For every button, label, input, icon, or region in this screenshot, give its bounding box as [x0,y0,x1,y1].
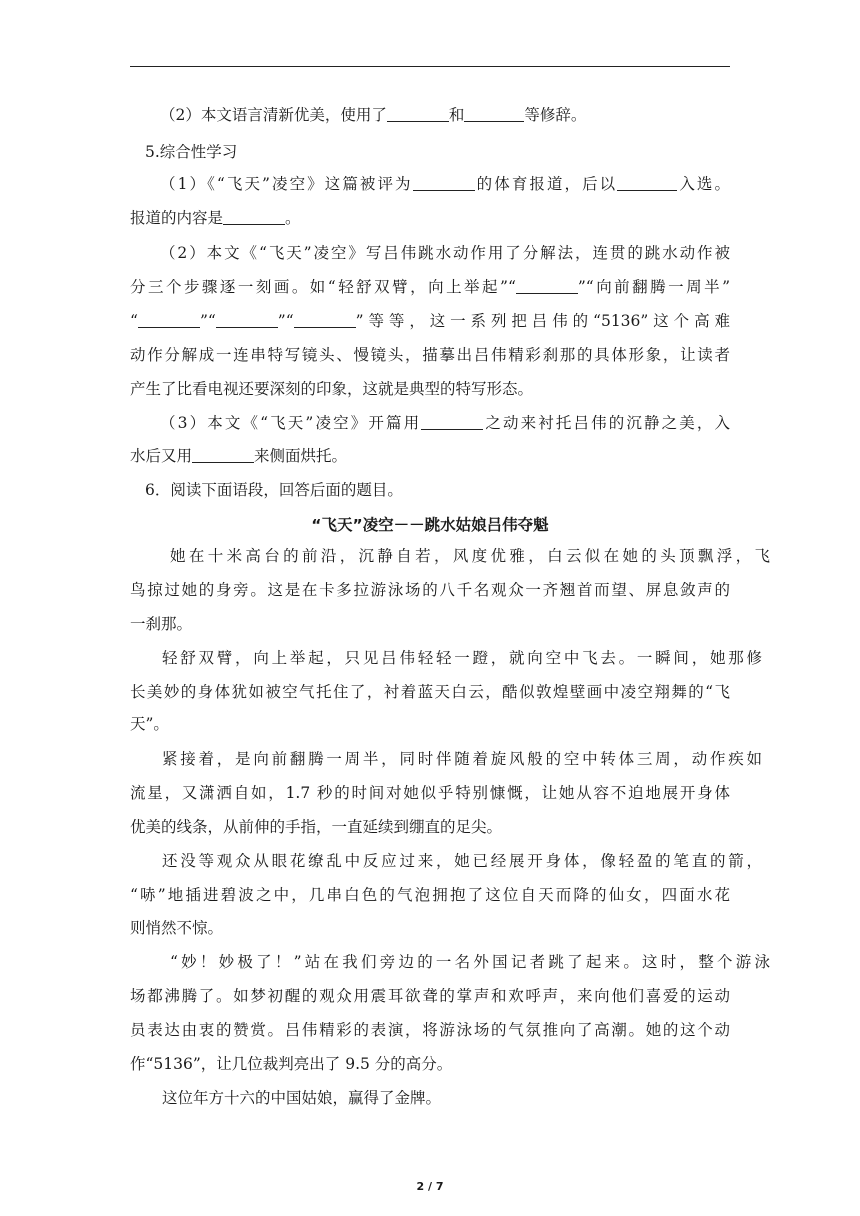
question-text: （1）《“飞天”凌空》这篇被评为 [160,175,413,193]
question-5-1-line2 [130,208,730,228]
question-text: ”“向前翻腾一周半” [577,278,730,296]
answer-blank[interactable] [464,107,524,122]
question-text: 报道的内容是 [130,209,224,227]
section-5-heading: 5.综合性学习 [145,143,238,161]
question-5-1-line1 [130,174,730,194]
question-text: 的体育报道，后以 [474,175,618,193]
page-number: 2 / 7 [416,1180,444,1193]
article-line: 一刹那。 [130,615,193,633]
article-line: 这位年方十六的中国姑娘，赢得了金牌。 [162,1089,442,1107]
question-5-2-line5: 产生了比看电视还要深刻的印象，这就是典型的特写形态。 [130,380,534,398]
question-text: （2）本文《“飞天”凌空》写吕伟跳水动作用了分解法，连贯的跳水动作被 [160,244,730,262]
answer-blank[interactable] [617,176,677,191]
article-line: 轻舒双臂，向上举起，只见吕伟轻轻一蹬，就向空中飞去。一瞬间，她那修 [162,649,762,667]
article-title: “飞天”凌空－－跳水姑娘吕伟夺魁 [311,516,549,534]
article-line: 场都沸腾了。如梦初醒的观众用震耳欲聋的掌声和欢呼声，来向他们喜爱的运动 [130,987,730,1005]
article-line: 天”。 [130,715,169,733]
question-text: 水后又用 [130,447,193,465]
question-text: 分三个步骤逐一刻画。如“轻舒双臂，向上举起”“ [130,278,516,296]
answer-blank[interactable] [387,107,449,122]
article-line: 鸟掠过她的身旁。这是在卡多拉游泳场的八千名观众一齐翘首而望、屏息敛声的 [130,581,730,599]
question-text: 之动来衬托吕伟的沉静之美，入 [483,414,730,432]
section-6-heading: 6．阅读下面语段，回答后面的题目。 [145,481,403,499]
question-text: ”“ [199,312,216,330]
article-line: 作“5136”，让几位裁判亮出了 9.5 分的高分。 [130,1055,453,1073]
article-line: 员表达由衷的赞赏。吕伟精彩的表演，将游泳场的气氛推向了高潮。她的这个动 [130,1021,730,1039]
question-text: ”等等，这一系列把吕伟的“5136”这个高难 [355,312,730,330]
question-4-2 [130,105,730,125]
question-5-2-line4: 动作分解成一连串特写镜头、慢镜头，描摹出吕伟精彩刹那的具体形象，让读者 [130,346,730,364]
question-5-2-line2 [130,277,730,297]
article-line: 她在十米高台的前沿，沉静自若，风度优雅，白云似在她的头顶飘浮，飞 [170,547,770,565]
question-text: 来侧面烘托。 [254,447,348,465]
article-line: 优美的线条，从前伸的手指，一直延续到绷直的足尖。 [130,818,503,836]
question-text: 入选。 [677,175,730,193]
answer-blank[interactable] [138,313,200,328]
question-5-3-line1 [130,413,730,433]
question-text: （2）本文语言清新优美，使用了 [160,106,387,124]
question-text: “ [130,312,138,330]
question-text: 等修辞。 [524,106,587,124]
question-text: 。 [285,209,301,227]
header-rule [130,66,730,67]
answer-blank[interactable] [294,313,356,328]
question-5-2-line1 [130,243,730,263]
article-line: “妙！妙极了！”站在我们旁边的一名外国记者跳了起来。这时，整个游泳 [170,953,770,971]
article-line: “哧”地插进碧波之中，几串白色的气泡拥抱了这位自天而降的仙女，四面水花 [130,886,730,904]
answer-blank[interactable] [413,176,475,191]
article-line: 流星，又潇洒自如，1.7 秒的时间对她似乎特别慷慨，让她从容不迫地展开身体 [130,784,730,802]
article-line: 紧接着，是向前翻腾一周半，同时伴随着旋风般的空中转体三周，动作疾如 [162,750,762,768]
answer-blank[interactable] [223,210,285,225]
question-5-3-line2 [130,446,730,466]
article-line: 则悄然不惊。 [130,919,224,937]
question-text: 和 [448,106,465,124]
answer-blank[interactable] [192,448,254,463]
question-text: （3）本文《“飞天”凌空》开篇用 [160,414,422,432]
article-line: 长美妙的身体犹如被空气托住了，衬着蓝天白云，酷似敦煌壁画中凌空翔舞的“飞 [130,683,730,701]
answer-blank[interactable] [216,313,278,328]
answer-blank[interactable] [516,279,578,294]
article-line: 还没等观众从眼花缭乱中反应过来，她已经展开身体，像轻盈的笔直的箭， [162,852,762,870]
answer-blank[interactable] [421,415,483,430]
question-text: ”“ [277,312,294,330]
question-5-2-line3 [130,311,730,331]
